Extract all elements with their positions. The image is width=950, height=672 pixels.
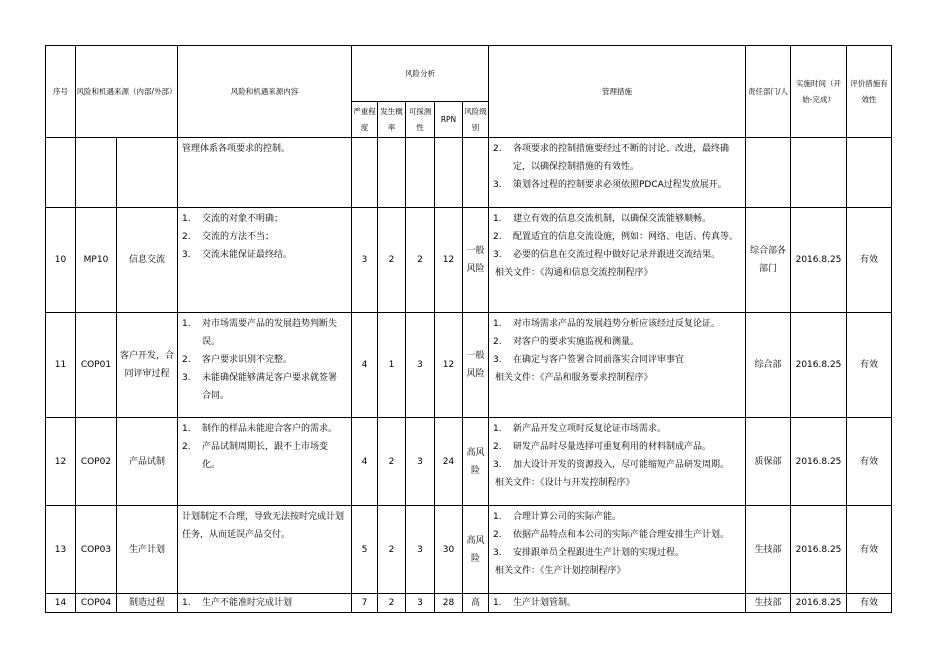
list-item: 2. 客户要求识别不完整。 bbox=[182, 355, 293, 365]
cell-level: 一般风险 bbox=[463, 313, 489, 418]
cell-occurrence: 2 bbox=[378, 208, 406, 313]
cell-detection bbox=[406, 138, 435, 208]
cell-occurrence: 1 bbox=[378, 313, 406, 418]
header-analysis: 风险分析 bbox=[352, 46, 489, 102]
cell-source: 客户开发，合同评审过程 bbox=[117, 313, 178, 418]
list-item: 3. 未能确保能够满足客户要求就签署合同。 bbox=[182, 373, 338, 401]
table-row bbox=[46, 418, 892, 506]
list-item: 1. 建立有效的信息交流机制，以确保交流能够顺畅。 bbox=[493, 214, 712, 224]
cell-rpn: 12 bbox=[435, 313, 463, 418]
content-list bbox=[178, 418, 351, 474]
header-occurrence: 发生概率 bbox=[378, 102, 406, 138]
cell-code: COP04 bbox=[76, 594, 117, 613]
cell-measures bbox=[489, 418, 746, 506]
cell-source: 制造过程 bbox=[117, 594, 178, 613]
cell-owner bbox=[746, 138, 791, 208]
header-eval: 评价措施有效性 bbox=[847, 46, 892, 138]
cell-rpn: 30 bbox=[435, 506, 463, 594]
header-seq: 序号 bbox=[46, 46, 76, 138]
list-item: 1. 制作的样品未能迎合客户的需求。 bbox=[182, 424, 338, 434]
list-item: 2. 研发产品时尽量选择可重复利用的材料制成产品。 bbox=[493, 442, 712, 452]
cell-level: 高风险 bbox=[463, 418, 489, 506]
cell-date: 2016.8.25 bbox=[791, 506, 847, 594]
content-text: 管理体系各项要求的控制。 bbox=[182, 144, 291, 154]
measures-list bbox=[489, 594, 745, 612]
cell-code: COP03 bbox=[76, 506, 117, 594]
cell-severity: 3 bbox=[352, 208, 378, 313]
list-item: 2. 对客户的要求实施监视和测量。 bbox=[493, 337, 640, 347]
cell-severity: 4 bbox=[352, 313, 378, 418]
list-item: 1. 生产不能准时完成计划 bbox=[182, 598, 293, 608]
cell-rpn: 28 bbox=[435, 594, 463, 613]
list-item: 2. 配置适宜的信息交流设施，例如：网络、电话、传真等。 bbox=[493, 232, 739, 242]
table-row-continuation bbox=[46, 138, 892, 208]
content-list bbox=[178, 313, 351, 405]
cell-owner: 生技部 bbox=[746, 506, 791, 594]
cell-detection: 3 bbox=[406, 418, 435, 506]
header-measures: 管理措施 bbox=[489, 46, 746, 138]
cell-eval: 有效 bbox=[847, 506, 892, 594]
table-row bbox=[46, 594, 892, 613]
header-content: 风险和机遇来源内容 bbox=[178, 46, 352, 138]
cell-level bbox=[463, 138, 489, 208]
measures-list bbox=[489, 313, 745, 369]
cell-measures bbox=[489, 138, 746, 208]
cell-rpn: 24 bbox=[435, 418, 463, 506]
measures-list bbox=[489, 208, 745, 264]
related-document: 相关文件：《生产计划控制程序》 bbox=[495, 566, 626, 576]
cell-owner: 质保部 bbox=[746, 418, 791, 506]
cell-occurrence: 2 bbox=[378, 418, 406, 506]
cell-source: 生产计划 bbox=[117, 506, 178, 594]
cell-date: 2016.8.25 bbox=[791, 418, 847, 506]
cell-detection: 2 bbox=[406, 208, 435, 313]
cell-date: 2016.8.25 bbox=[791, 208, 847, 313]
list-item: 1. 合理计算公司的实际产能。 bbox=[493, 512, 622, 522]
cell-date: 2016.8.25 bbox=[791, 313, 847, 418]
cell-content bbox=[178, 506, 352, 594]
cell-content bbox=[178, 313, 352, 418]
list-item: 3. 安排跟单员全程跟进生产计划的实现过程。 bbox=[493, 548, 685, 558]
list-item: 3. 加大设计开发的资源投入，尽可能缩短产品研发周期。 bbox=[493, 460, 730, 470]
header-level: 风险级别 bbox=[463, 102, 489, 138]
cell-measures bbox=[489, 594, 746, 613]
cell-level: 高风险 bbox=[463, 506, 489, 594]
cell-severity bbox=[352, 138, 378, 208]
cell-measures bbox=[489, 313, 746, 418]
header-source: 风险和机遇来源（内部/外部） bbox=[76, 46, 178, 138]
cell-date: 2016.8.25 bbox=[791, 594, 847, 613]
measures-list bbox=[489, 506, 745, 562]
cell-eval bbox=[847, 138, 892, 208]
measures-list bbox=[489, 138, 745, 194]
header-severity: 严重程度 bbox=[352, 102, 378, 138]
list-item: 1. 新产品开发立项时反复论证市场需求。 bbox=[493, 424, 667, 434]
list-item: 1. 对市场需要产品的发展趋势判断失误。 bbox=[182, 319, 338, 347]
table-row bbox=[46, 506, 892, 594]
header-time: 实施时间（开始-完成） bbox=[791, 46, 847, 138]
cell-content bbox=[178, 418, 352, 506]
list-item: 3. 必要的信息在交流过程中做好记录并跟进交流结果。 bbox=[493, 250, 721, 260]
cell-measures bbox=[489, 506, 746, 594]
list-item: 2. 产品试制周期长，跟不上市场变化。 bbox=[182, 442, 329, 470]
cell-measures bbox=[489, 208, 746, 313]
related-document: 相关文件：《沟通和信息交流控制程序》 bbox=[495, 268, 653, 278]
cell-source bbox=[117, 138, 178, 208]
header-rpn: RPN bbox=[435, 102, 463, 138]
cell-code: COP01 bbox=[76, 313, 117, 418]
list-item: 2. 依据产品特点和本公司的实际产能合理安排生产计划。 bbox=[493, 530, 730, 540]
cell-seq: 14 bbox=[46, 594, 76, 613]
cell-seq: 12 bbox=[46, 418, 76, 506]
cell-occurrence: 2 bbox=[378, 506, 406, 594]
cell-eval: 有效 bbox=[847, 594, 892, 613]
list-item: 3. 交流未能保证最终结。 bbox=[182, 250, 293, 260]
list-item: 1. 生产计划管制。 bbox=[493, 598, 577, 608]
table-row bbox=[46, 313, 892, 418]
cell-level: 高 bbox=[463, 594, 489, 613]
cell-severity: 4 bbox=[352, 418, 378, 506]
cell-rpn: 12 bbox=[435, 208, 463, 313]
content-list bbox=[178, 208, 351, 264]
list-item: 3. 在确定与客户签署合同前落实合同评审事宜 bbox=[493, 355, 685, 365]
content-text: 计划制定不合理，导致无法按时完成计划任务，从而延误产品交付。 bbox=[182, 512, 345, 540]
cell-occurrence: 2 bbox=[378, 594, 406, 613]
cell-content bbox=[178, 594, 352, 613]
list-item: 2. 交流的方法不当； bbox=[182, 232, 275, 242]
cell-level: 一般风险 bbox=[463, 208, 489, 313]
cell-content bbox=[178, 138, 352, 208]
cell-source: 产品试制 bbox=[117, 418, 178, 506]
list-item: 1. 对市场需求产品的发展趋势分析应该经过反复论证。 bbox=[493, 319, 721, 329]
cell-owner: 生技部 bbox=[746, 594, 791, 613]
risk-opportunity-table bbox=[45, 45, 892, 613]
list-item: 1. 交流的对象不明确； bbox=[182, 214, 284, 224]
cell-severity: 5 bbox=[352, 506, 378, 594]
cell-rpn bbox=[435, 138, 463, 208]
cell-eval: 有效 bbox=[847, 208, 892, 313]
cell-detection: 3 bbox=[406, 506, 435, 594]
cell-code: MP10 bbox=[76, 208, 117, 313]
cell-severity: 7 bbox=[352, 594, 378, 613]
cell-content bbox=[178, 208, 352, 313]
list-item: 2. 各项要求的控制措施要经过不断的讨论、改进，最终确定，以确保控制措施的有效性。 bbox=[493, 144, 730, 172]
header-owner: 责任部门/人 bbox=[746, 46, 791, 138]
cell-date bbox=[791, 138, 847, 208]
cell-seq: 10 bbox=[46, 208, 76, 313]
cell-detection: 3 bbox=[406, 594, 435, 613]
related-document: 相关文件：《产品和服务要求控制程序》 bbox=[495, 373, 653, 383]
cell-owner: 综合部各部门 bbox=[746, 208, 791, 313]
content-list bbox=[178, 594, 351, 612]
table-row bbox=[46, 208, 892, 313]
cell-seq: 11 bbox=[46, 313, 76, 418]
cell-source: 信息交流 bbox=[117, 208, 178, 313]
cell-seq bbox=[46, 138, 76, 208]
cell-eval: 有效 bbox=[847, 313, 892, 418]
related-document: 相关文件：《设计与开发控制程序》 bbox=[495, 478, 635, 488]
header-detection: 可探测性 bbox=[406, 102, 435, 138]
cell-code: COP02 bbox=[76, 418, 117, 506]
measures-list bbox=[489, 418, 745, 474]
list-item: 3. 策划各过程的控制要求必须依照PDCA过程发放展开。 bbox=[493, 180, 727, 190]
cell-occurrence bbox=[378, 138, 406, 208]
cell-code bbox=[76, 138, 117, 208]
cell-seq: 13 bbox=[46, 506, 76, 594]
cell-detection: 3 bbox=[406, 313, 435, 418]
cell-owner: 综合部 bbox=[746, 313, 791, 418]
cell-eval: 有效 bbox=[847, 418, 892, 506]
